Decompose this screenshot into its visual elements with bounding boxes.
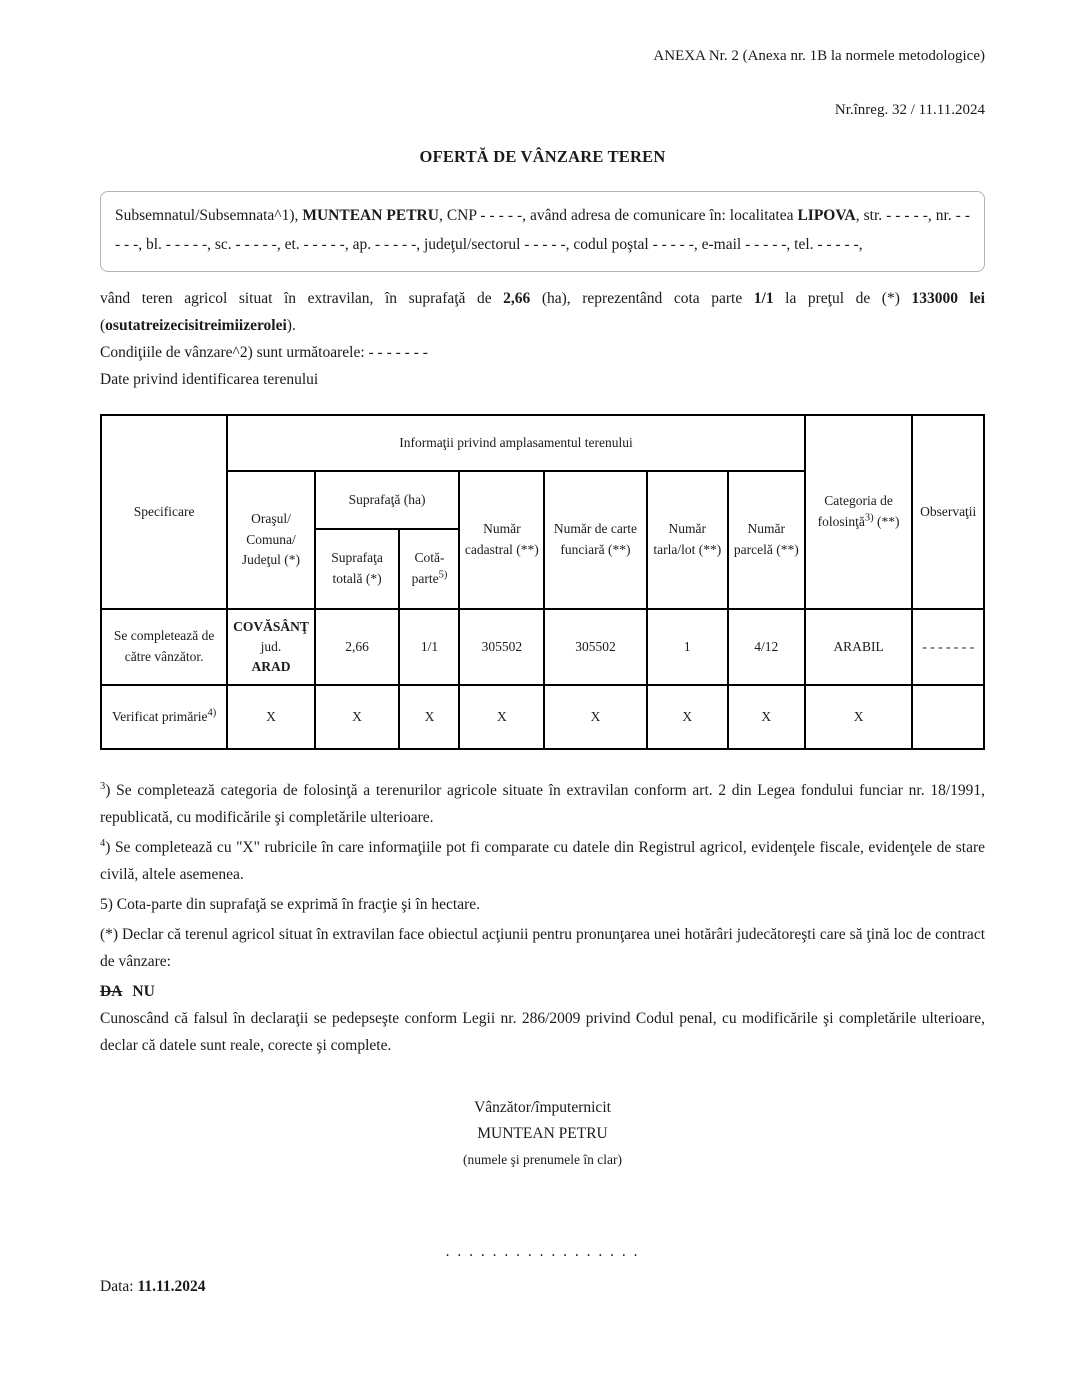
signature-role: Vânzător/împuternicit: [474, 1099, 611, 1116]
col-header-quota-share: [399, 529, 459, 609]
x-mark-category: X: [805, 685, 913, 749]
seller-name: MUNTEAN PETRU: [302, 207, 439, 224]
date-label: Data:: [100, 1277, 138, 1295]
declaration-court-ruling: [100, 921, 985, 975]
categoria-footnote-sup: 3): [864, 512, 874, 524]
penalty-declaration: Cunoscând că falsul în declaraţii se pedepseşte conform Legii nr. 286/2009 privind Codul penal, cu modificările şi completările ulterioare, declar că datele sunt reale, corecte şi complete.: [100, 1010, 985, 1054]
footnote-5: [100, 891, 985, 918]
price-value: 133000 lei: [911, 290, 985, 307]
cell-locality: [227, 609, 314, 685]
intro-suffix: , str. - - - - -, nr. - - - - -, bl. - - - - -, sc. - - - - -, et. - - - - -, ap. - - - - -, judeţul/sectorul - - - - -, codul poştal - - - - -, e-mail - - - - -, tel. - - - - -,: [115, 207, 970, 253]
sale-paragraph: [100, 285, 985, 339]
col-group-surface-ha: Suprafaţă (ha): [315, 471, 460, 529]
sale-text-1: vând teren agricol situat în extravilan, în suprafaţă de: [100, 290, 504, 307]
x-mark-quota: X: [399, 685, 459, 749]
nu-option: NU: [132, 983, 155, 1000]
sale-conditions-line: Condiţiile de vânzare^2) sunt următoarele: - - - - - - -: [100, 344, 428, 361]
col-header-cadastral-number: Număr cadastral (**): [459, 471, 544, 609]
declaration-text: (*) Declar că terenul agricol situat în extravilan face obiectul acţiunii pentru pronunţarea unei hotărâri judecătoreşti care să ţină loc de contract de vânzare:: [100, 926, 985, 970]
footnote-3-text: ) Se completează categoria de folosinţă a terenurilor agricole situate în extravilan conform art. 2 din Legea fondului funciar nr. 18/1991, republicată, cu modificările şi completările ulterioare.: [100, 782, 985, 826]
col-header-observations: Observaţii: [912, 415, 984, 609]
footnote-3-sup: 3: [100, 780, 106, 792]
col-header-city-commune-county: Oraşul/ Comuna/ Judeţul (*): [227, 471, 314, 609]
cota-parte-footnote-sup: 5): [438, 569, 448, 581]
price-in-words: osutatreizecisitreimiizerolei: [105, 317, 287, 334]
date-line: [100, 1278, 206, 1296]
locality-commune: COVĂSÂNŢ: [233, 618, 309, 634]
x-mark-tarla: X: [647, 685, 728, 749]
cell-tarla-lot: 1: [647, 609, 728, 685]
registration-number: Nr.înreg. 32 / 11.11.2024: [834, 102, 985, 118]
x-mark-observations-empty: [912, 685, 984, 749]
locality-name: LIPOVA: [797, 207, 856, 224]
footnotes-section: [100, 777, 985, 975]
table-row-town-hall-verification: [101, 685, 984, 749]
categoria-label: Categoria de folosinţă: [817, 493, 893, 529]
signature-dotted-line: . . . . . . . . . . . . . . . . .: [445, 1243, 640, 1260]
sale-text-5: ).: [286, 317, 296, 334]
ownership-share: 1/1: [753, 290, 774, 307]
page-title: OFERTĂ DE VÂNZARE TEREN: [419, 147, 666, 166]
land-identification-table: [100, 414, 985, 750]
locality-county: ARAD: [251, 659, 291, 675]
footnote-5-text: 5) Cota-parte din suprafaţă se exprimă în fracţie şi în hectare.: [100, 896, 481, 913]
col-group-location-info: Informaţii privind amplasamentul terenului: [227, 415, 804, 471]
col-header-parcel-number: Număr parcelă (**): [728, 471, 805, 609]
cell-parcel: 4/12: [728, 609, 805, 685]
signature-block: [100, 1095, 985, 1173]
row-label-verified: [101, 685, 227, 749]
footnote-4: [100, 834, 985, 888]
x-mark-cadastral: X: [459, 685, 544, 749]
intro-after-name: , CNP - - - - -, având adresa de comunicare în: localitatea: [438, 207, 798, 224]
footnote-4-text: ) Se completează cu "X" rubricile în care informaţiile pot fi comparate cu datele din Registrul agricol, evidenţele fiscale, evidenţele de stare civilă, altele asemenea.: [100, 839, 985, 883]
locality-jud-label: jud.: [260, 638, 282, 654]
intro-prefix: Subsemnatul/Subsemnata^1),: [115, 207, 303, 224]
signature-hint: (numele şi prenumele în clar): [463, 1152, 622, 1167]
subscriber-info-box: [100, 191, 985, 272]
table-row-seller-data: [101, 609, 984, 685]
x-mark-land-book: X: [544, 685, 646, 749]
col-header-total-surface: Suprafaţa totală (*): [315, 529, 400, 609]
date-value: 11.11.2024: [137, 1277, 206, 1295]
da-nu-choice: [100, 978, 985, 1005]
sale-text-4: (: [100, 317, 106, 334]
sale-text-2: (ha), reprezentând cota parte: [530, 290, 754, 307]
x-mark-total-surface: X: [315, 685, 400, 749]
annex-reference: ANEXA Nr. 2 (Anexa nr. 1B la normele metodologice): [653, 48, 985, 64]
signature-name: MUNTEAN PETRU: [477, 1125, 608, 1142]
da-option-struck: DA: [100, 983, 123, 1000]
sale-text-3: la preţul de (*): [773, 290, 912, 307]
cell-land-book-number: 305502: [544, 609, 646, 685]
col-header-land-book-number: Număr de carte funciară (**): [544, 471, 646, 609]
cell-observations: - - - - - - -: [912, 609, 984, 685]
land-area: 2,66: [503, 290, 531, 307]
land-identification-heading: Date privind identificarea terenului: [100, 371, 319, 388]
cota-parte-label: Cotă-parte: [411, 550, 445, 586]
categoria-suffix: (**): [873, 514, 900, 529]
cell-total-surface: 2,66: [315, 609, 400, 685]
footnote-4-sup: 4: [100, 837, 106, 849]
cell-cadastral-number: 305502: [459, 609, 544, 685]
x-mark-parcel: X: [728, 685, 805, 749]
col-header-tarla-lot-number: Număr tarla/lot (**): [647, 471, 728, 609]
cell-land-use-category: ARABIL: [805, 609, 913, 685]
x-mark-locality: X: [227, 685, 314, 749]
verified-footnote-sup: 4): [207, 707, 217, 719]
col-header-land-use-category: [805, 415, 913, 609]
cell-quota-share: 1/1: [399, 609, 459, 685]
verified-label: Verificat primărie: [111, 708, 208, 724]
footnote-3: [100, 777, 985, 831]
row-label-seller: Se completează de către vânzător.: [101, 609, 227, 685]
col-header-specificare: Specificare: [101, 415, 227, 609]
